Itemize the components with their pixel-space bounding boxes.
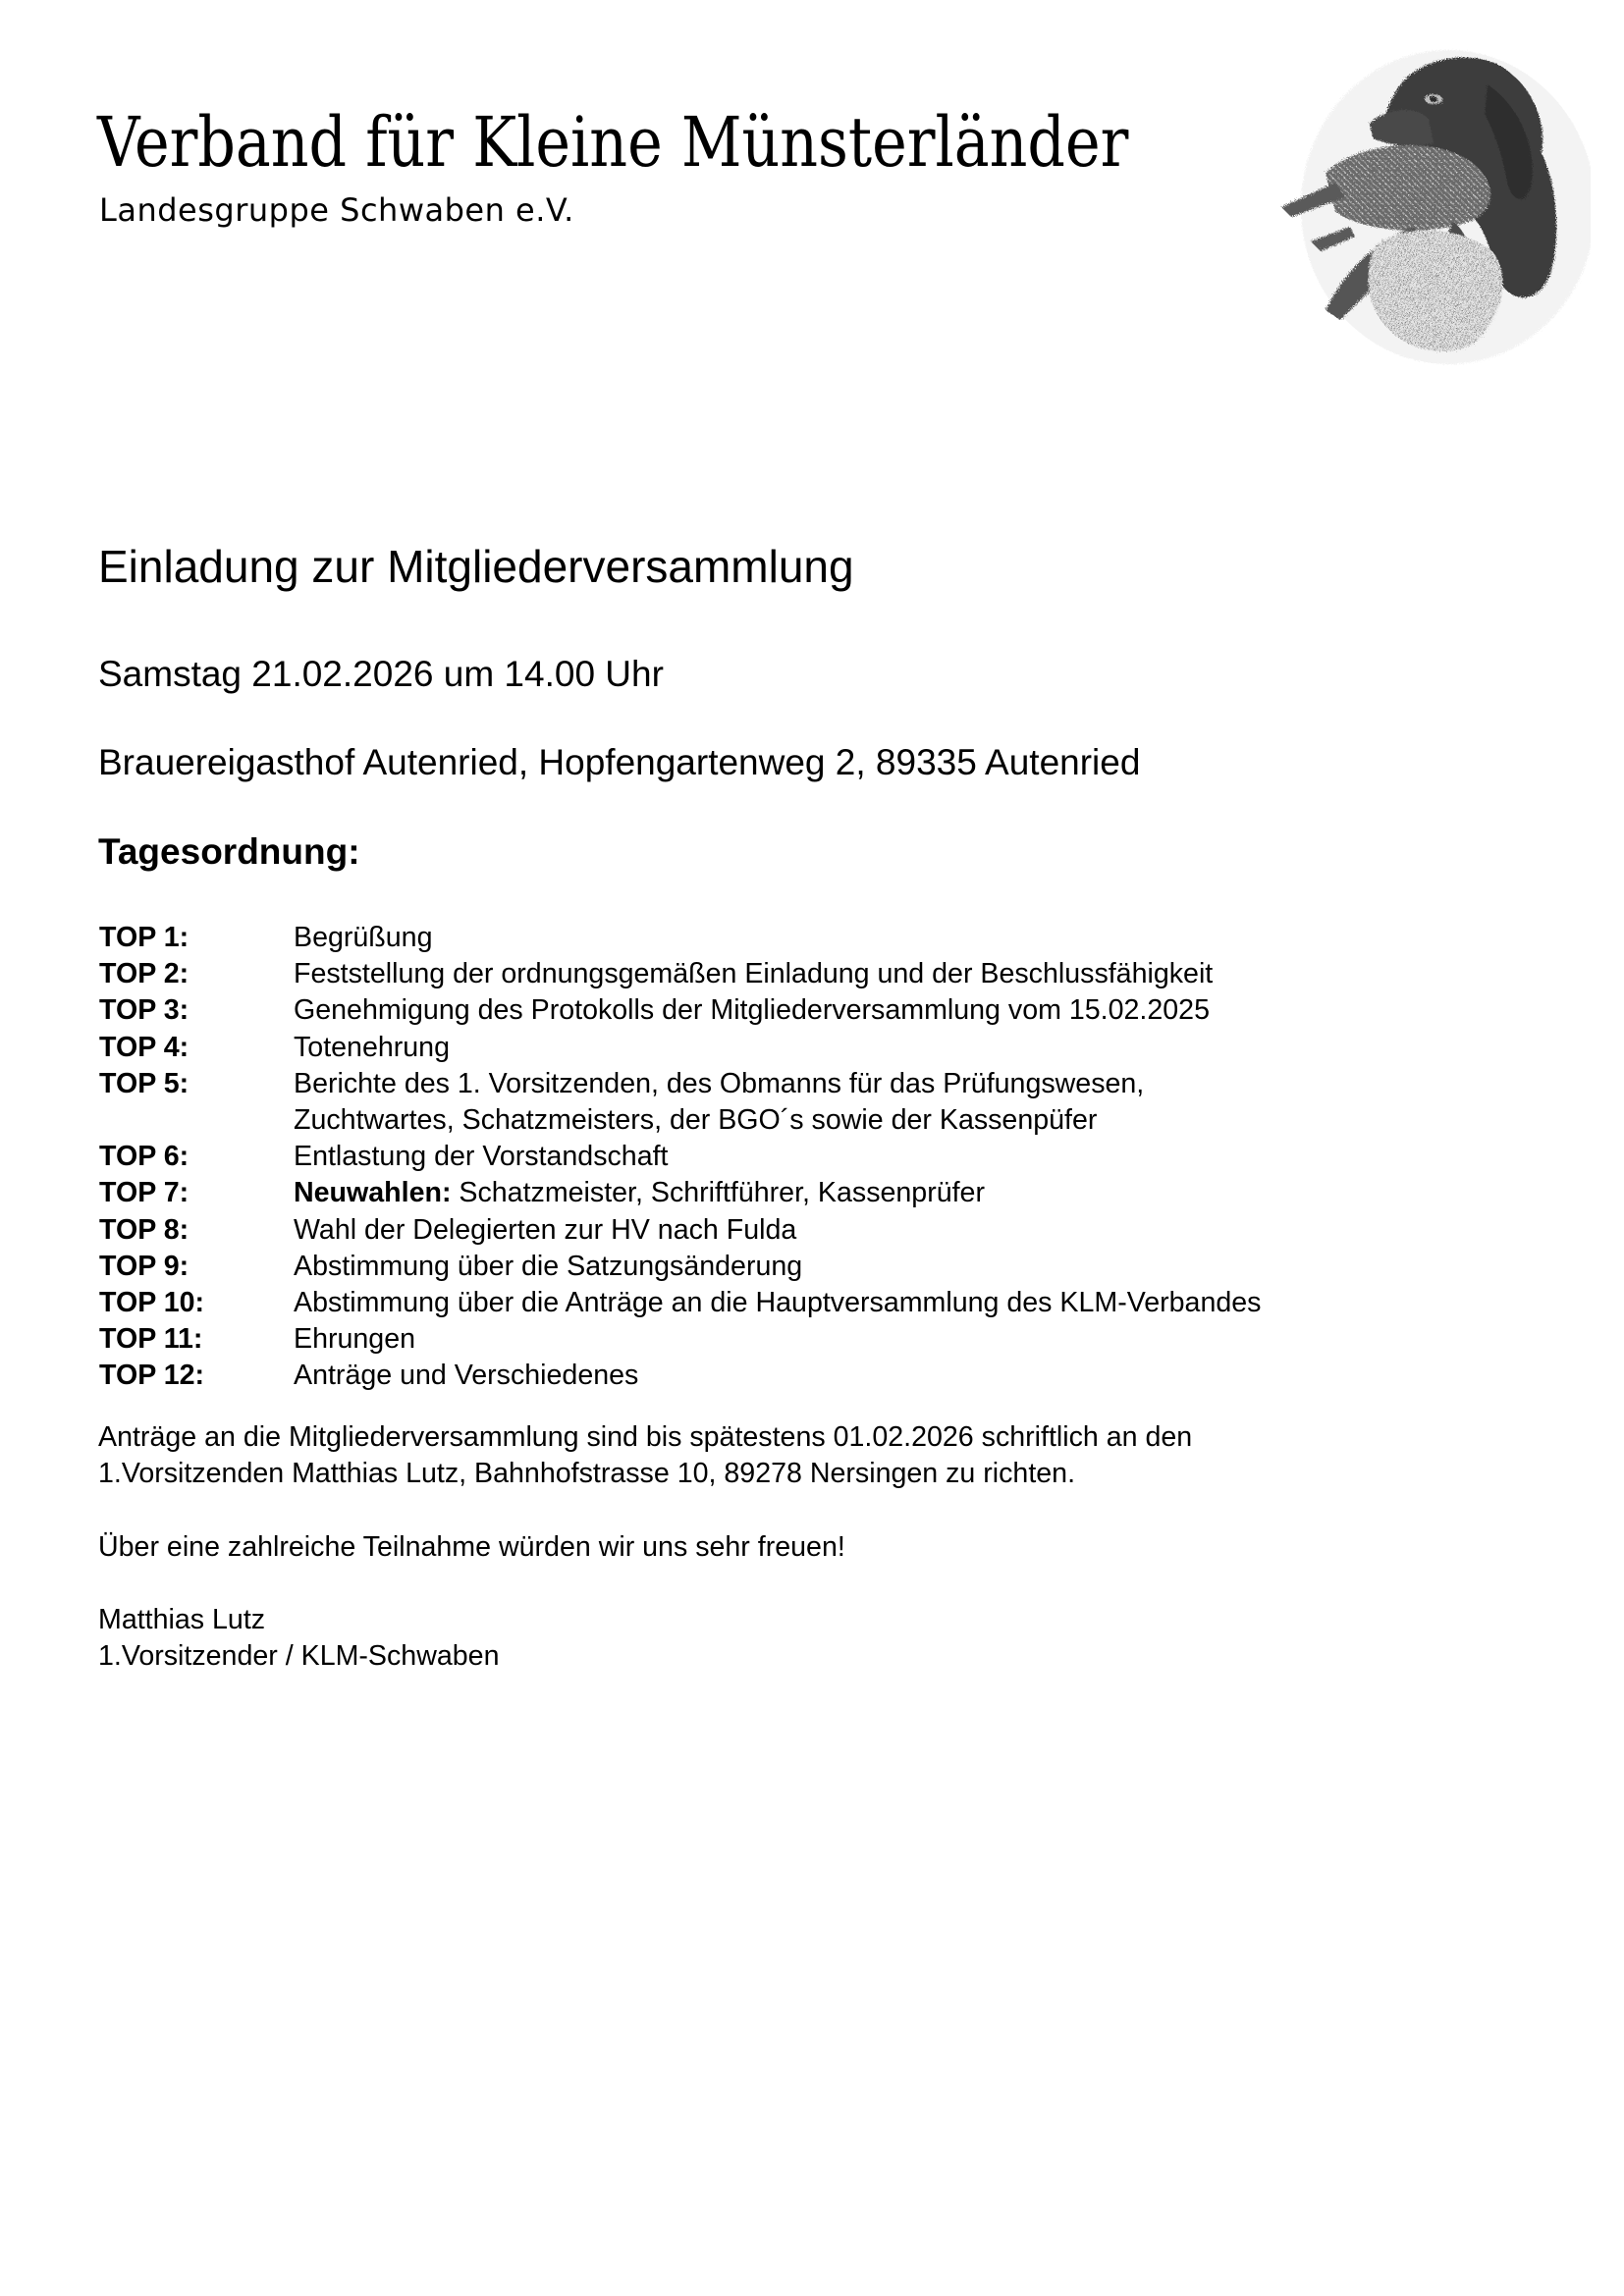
- agenda-item-text: [294, 956, 1474, 992]
- agenda-item-text: [294, 992, 1474, 1029]
- agenda-item-number: TOP 9:: [99, 1250, 189, 1282]
- agenda-item-text: [294, 1358, 1474, 1394]
- agenda-item: [99, 1139, 1474, 1175]
- agenda-item-bold-prefix: Neuwahlen:: [294, 1177, 452, 1209]
- meeting-date-time: Samstag 21.02.2026 um 14.00 Uhr: [98, 654, 664, 694]
- organization-subtitle: Landesgruppe Schwaben e.V.: [99, 191, 574, 229]
- agenda-item-line-rest: Schatzmeister, Schriftführer, Kassenprüfer: [451, 1177, 985, 1209]
- agenda-item: [99, 1285, 1474, 1321]
- motion-deadline-line: 1.Vorsitzenden Matthias Lutz, Bahnhofstrasse 10, 89278 Nersingen zu richten.: [98, 1458, 1076, 1490]
- agenda-item-text: [294, 1285, 1474, 1321]
- signatory-role: 1.Vorsitzender / KLM-Schwaben: [98, 1640, 500, 1673]
- agenda-item-line: Feststellung der ordnungsgemäßen Einladung und der Beschlussfähigkeit: [294, 958, 1214, 990]
- agenda-item-number: TOP 11:: [99, 1323, 203, 1356]
- agenda-item-number: TOP 2:: [99, 958, 189, 990]
- agenda-item: [99, 1358, 1474, 1394]
- agenda-item-number: TOP 7:: [99, 1177, 189, 1209]
- agenda-item: [99, 1249, 1474, 1285]
- logo-illustration: [1281, 50, 1591, 364]
- agenda-item: [99, 1175, 1474, 1211]
- agenda-item-text: [294, 1066, 1474, 1139]
- agenda-list: [99, 920, 1474, 1395]
- motion-deadline-line: Anträge an die Mitgliederversammlung sind bis spätestens 01.02.2026 schriftlich an den: [98, 1421, 1193, 1453]
- agenda-item-line: Abstimmung über die Satzungsänderung: [294, 1250, 803, 1282]
- agenda-item-line: Abstimmung über die Anträge an die Hauptversammlung des KLM-Verbandes: [294, 1287, 1262, 1319]
- agenda-item-line: Begrüßung: [294, 922, 433, 953]
- invitation-heading: Einladung zur Mitgliederversammlung: [98, 541, 854, 592]
- motion-deadline-note: [98, 1419, 1192, 1492]
- agenda-item-number: TOP 6:: [99, 1141, 189, 1173]
- agenda-item-line: Genehmigung des Protokolls der Mitgliederversammlung vom 15.02.2025: [294, 994, 1210, 1027]
- agenda-item: [99, 956, 1474, 992]
- agenda-item-number: TOP 8:: [99, 1213, 189, 1246]
- agenda-item-line: Wahl der Delegierten zur HV nach Fulda: [294, 1213, 797, 1246]
- agenda-item-text: [294, 1030, 1474, 1066]
- agenda-item-number: TOP 1:: [99, 922, 189, 953]
- agenda-item-text: [294, 1175, 1474, 1211]
- agenda-item-line: [294, 1175, 1474, 1211]
- agenda-item-text: [294, 920, 1474, 956]
- agenda-item-line: Zuchtwartes, Schatzmeisters, der BGO´s sowie der Kassenpüfer: [294, 1104, 1098, 1137]
- agenda-item-text: [294, 1249, 1474, 1285]
- signatory-name: Matthias Lutz: [98, 1604, 266, 1635]
- agenda-item: [99, 1321, 1474, 1358]
- meeting-venue: Brauereigasthof Autenried, Hopfengartenweg 2, 89335 Autenried: [98, 742, 1141, 782]
- organization-name: Verband für Kleine Münsterländer: [97, 102, 1129, 183]
- closing-remark: Über eine zahlreiche Teilnahme würden wir uns sehr freuen!: [98, 1531, 845, 1563]
- agenda-item-line: Ehrungen: [294, 1323, 416, 1356]
- agenda-item-line: Totenehrung: [294, 1031, 450, 1063]
- agenda-item-number: TOP 3:: [99, 994, 189, 1027]
- agenda-item-number: TOP 10:: [99, 1287, 205, 1319]
- agenda-item-number: TOP 4:: [99, 1031, 189, 1063]
- agenda-item: [99, 920, 1474, 956]
- signature-block: [98, 1602, 499, 1675]
- agenda-item: [99, 1030, 1474, 1066]
- agenda-item-text: [294, 1321, 1474, 1358]
- agenda-item: [99, 1066, 1474, 1139]
- agenda-item-line: Anträge und Verschiedenes: [294, 1360, 639, 1392]
- agenda-item-number: TOP 5:: [99, 1067, 189, 1099]
- agenda-item-line: Berichte des 1. Vorsitzenden, des Obmanns für das Prüfungswesen,: [294, 1067, 1145, 1099]
- agenda-item-number: TOP 12:: [99, 1360, 205, 1392]
- agenda-item: [99, 1212, 1474, 1249]
- agenda-heading: Tagesordnung:: [98, 831, 360, 872]
- agenda-item: [99, 992, 1474, 1029]
- agenda-item-text: [294, 1212, 1474, 1249]
- agenda-item-text: [294, 1139, 1474, 1175]
- dog-with-duck-logo-icon: [1267, 35, 1591, 369]
- agenda-item-line: Entlastung der Vorstandschaft: [294, 1141, 669, 1173]
